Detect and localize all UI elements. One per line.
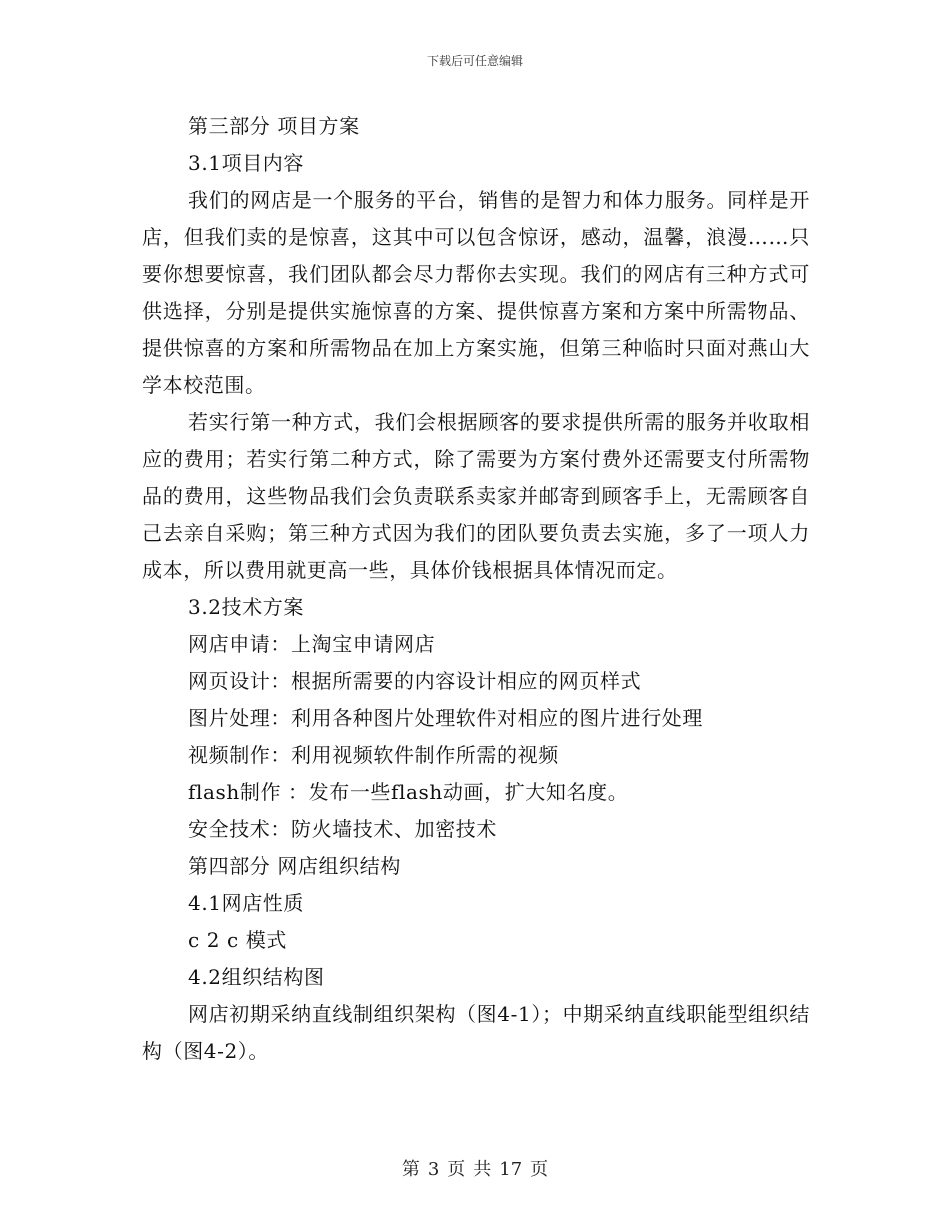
subsection-4-1-heading: 4.1网店性质: [188, 891, 305, 915]
tech-item-flash: flash制作 ：发布一些flash动画，扩大知名度。: [188, 780, 629, 804]
footer-total-prefix: 共: [473, 1159, 492, 1180]
section-3-heading: 第三部分 项目方案: [188, 114, 360, 138]
subsection-3-2-heading: 3.2技术方案: [188, 595, 305, 619]
paragraph-project-content: 我们的网店是一个服务的平台，销售的是智力和体力服务。同样是开店，但我们卖的是惊喜，这其中可以包含惊讶，感动，温馨，浪漫……只要你想要惊喜，我们团队都会尽力帮你去实现。我们的网店有三种方式可供选择，分别是提供实施惊喜的方案、提供惊喜方案和方案中所需物品、提供惊喜的方案和所需物品在加上方案实施，但第三种临时只面对燕山大学本校范围。: [142, 188, 810, 397]
footer-page-prefix: 第: [401, 1159, 420, 1180]
paragraph-org-structure: 网店初期采纳直线制组织架构（图4-1）；中期采纳直线职能型组织结构（图4-2）。: [142, 1002, 810, 1063]
subsection-3-1-heading: 3.1项目内容: [188, 151, 305, 175]
page-header-note: 下载后可任意编辑: [426, 54, 523, 68]
footer-page-mid: 页: [447, 1159, 466, 1180]
footer-page-number: 3: [427, 1159, 440, 1180]
tech-item-image-processing: 图片处理：利用各种图片处理软件对相应的图片进行处理: [188, 706, 703, 730]
subsection-4-2-heading: 4.2组织结构图: [188, 965, 325, 989]
tech-item-security: 安全技术：防火墙技术、加密技术: [188, 817, 497, 841]
tech-item-web-design: 网页设计：根据所需要的内容设计相应的网页样式: [188, 669, 642, 693]
paragraph-fee-methods: 若实行第一种方式，我们会根据顾客的要求提供所需的服务并收取相应的费用；若实行第二种方式，除了需要为方案付费外还需要支付所需物品的费用，这些物品我们会负责联系卖家并邮寄到顾客手上，无需顾客自己去亲自采购；第三种方式因为我们的团队要负责去实施，多了一项人力成本，所以费用就更高一些，具体价钱根据具体情况而定。: [142, 410, 810, 582]
page-footer: [0, 1155, 950, 1181]
tech-item-shop-apply: 网店申请：上淘宝申请网店: [188, 632, 436, 656]
document-body: [142, 108, 810, 1070]
shop-mode: c 2 c 模式: [188, 928, 287, 952]
footer-total-suffix: 页: [530, 1159, 549, 1180]
footer-total-pages: 17: [499, 1159, 523, 1180]
section-4-heading: 第四部分 网店组织结构: [188, 854, 401, 878]
tech-item-video-production: 视频制作：利用视频软件制作所需的视频: [188, 743, 559, 767]
